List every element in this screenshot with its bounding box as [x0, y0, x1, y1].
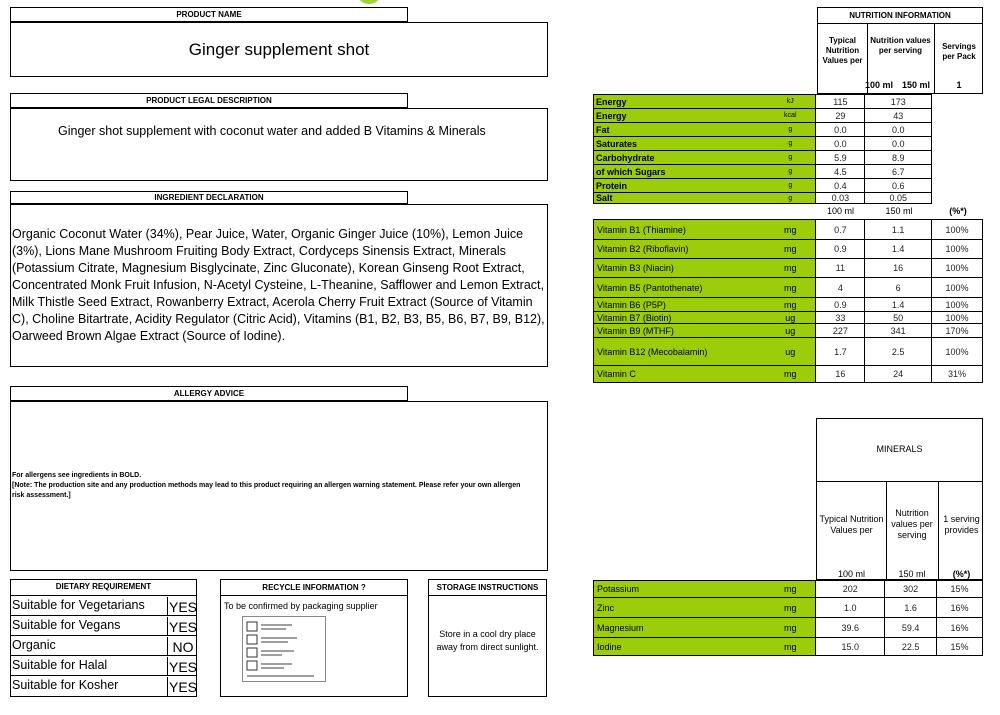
nutrition-row-unit: kJ — [765, 95, 816, 109]
nutrition-row-unit: g — [765, 193, 816, 204]
vitamin-row-name: Vitamin B6 (P5P) — [594, 298, 766, 312]
dietary-row-label: Suitable for Kosher — [12, 678, 119, 692]
nutrition-row — [594, 165, 983, 179]
mineral-row-unit: mg — [765, 581, 816, 598]
storage-header: STORAGE INSTRUCTIONS — [429, 580, 546, 596]
allergy-line-2: [Note: The production site and any production methods may lead to this product requiring an allergen warning statement. Please refer your own allergen risk assessment.] — [12, 482, 521, 499]
nutrition-row-unit: g — [765, 123, 816, 137]
vitamin-h2: 150 ml — [885, 206, 913, 216]
vitamin-row-unit: mg — [765, 240, 816, 259]
nutrition-row — [594, 109, 983, 123]
nutrition-title: NUTRITION INFORMATION — [818, 8, 982, 24]
vitamin-row-name: Vitamin B1 (Thiamine) — [594, 220, 766, 240]
nutrition-col3: Servings per Pack — [942, 42, 976, 61]
nutrition-row-v1: 0.4 — [816, 179, 865, 193]
nutrition-row-name: of which Sugars — [594, 165, 766, 179]
allergy-header: ALLERGY ADVICE — [10, 386, 408, 401]
vitamin-row — [594, 278, 983, 298]
vitamin-row-v3: 100% — [932, 220, 983, 240]
nutrition-row — [594, 179, 983, 193]
nutrition-row-v2: 0.05 — [865, 193, 932, 204]
dietary-row-label: Suitable for Vegans — [12, 618, 121, 632]
nutrition-row — [594, 151, 983, 165]
nutrition-row-unit: g — [765, 179, 816, 193]
recycle-header: RECYCLE INFORMATION ? — [221, 580, 407, 596]
dietary-row-value: YES — [168, 679, 197, 695]
vitamin-row-v2: 1.4 — [865, 298, 932, 312]
vitamin-row-name: Vitamin C — [594, 366, 766, 383]
vitamin-row — [594, 366, 983, 383]
vitamin-table — [593, 219, 983, 383]
dietary-row-value: YES — [168, 599, 197, 615]
allergy-line-1: For allergens see ingredients in BOLD. — [12, 472, 142, 479]
nutrition-row — [594, 193, 983, 204]
dietary-row — [10, 655, 197, 675]
dietary-row-value: YES — [168, 619, 197, 635]
nutrition-row-v1: 0.0 — [816, 123, 865, 137]
mineral-row-v3: 16% — [937, 618, 983, 638]
mineral-row-v3: 15% — [937, 638, 983, 656]
nutrition-row-unit: g — [765, 137, 816, 151]
dietary-row-label: Suitable for Vegetarians — [12, 598, 145, 612]
vitamin-row-v3: 100% — [932, 278, 983, 298]
storage-text: Store in a cool dry place away from direct sunlight. — [436, 629, 539, 652]
vitamin-row-v1: 227 — [816, 324, 865, 338]
vitamin-row-v3: 100% — [932, 312, 983, 324]
mineral-row-unit: mg — [765, 598, 816, 618]
nutrition-row-name: Carbohydrate — [594, 151, 766, 165]
nutrition-row-name: Energy — [594, 95, 766, 109]
vitamin-row-unit: mg — [765, 278, 816, 298]
mineral-row — [594, 618, 983, 638]
nutrition-row-unit: g — [765, 165, 816, 179]
product-name-box — [10, 22, 548, 77]
minerals-header-box — [816, 418, 983, 580]
nutrition-row-name: Energy — [594, 109, 766, 123]
recycle-text: To be confirmed by packaging supplier — [224, 601, 378, 611]
nutrition-col1: Typical Nutrition Values per — [822, 36, 863, 65]
minerals-sub2: 150 ml — [898, 569, 926, 579]
mineral-row-name: Zinc — [594, 598, 766, 618]
vitamin-row-v3: 100% — [932, 259, 983, 278]
nutrition-row-v2: 173 — [865, 95, 932, 109]
nutrition-row-v2: 0.0 — [865, 123, 932, 137]
dietary-row-value: YES — [168, 659, 197, 675]
vitamin-row-v2: 1.1 — [865, 220, 932, 240]
nutrition-row-v2: 0.6 — [865, 179, 932, 193]
vitamin-row-name: Vitamin B5 (Pantothenate) — [594, 278, 766, 298]
mineral-row — [594, 638, 983, 656]
nutrition-table — [593, 94, 983, 204]
vitamin-row-v3: 100% — [932, 338, 983, 366]
mineral-row-unit: mg — [765, 618, 816, 638]
nutrition-row-unit: kcal — [765, 109, 816, 123]
vitamin-row-unit: mg — [765, 220, 816, 240]
mineral-row — [594, 581, 983, 598]
nutrition-row-name: Fat — [594, 123, 766, 137]
vitamin-row-v2: 50 — [865, 312, 932, 324]
product-name-value: Ginger supplement shot — [188, 40, 370, 59]
mineral-row-v1: 15.0 — [816, 638, 885, 656]
vitamin-row — [594, 220, 983, 240]
nutrition-row-v2: 0.0 — [865, 137, 932, 151]
minerals-col3: 1 serving provides — [943, 514, 980, 535]
vitamin-row-v2: 16 — [865, 259, 932, 278]
nutrition-row-v1: 29 — [816, 109, 865, 123]
vitamin-row-unit: mg — [765, 298, 816, 312]
vitamin-row-v1: 11 — [816, 259, 865, 278]
ingredient-header: INGREDIENT DECLARATION — [10, 191, 408, 204]
vitamin-row-v2: 341 — [865, 324, 932, 338]
vitamin-row-v3: 100% — [932, 240, 983, 259]
recycle-box — [220, 579, 408, 697]
nutrition-sub1: 100 ml — [864, 80, 893, 90]
mineral-row-unit: mg — [765, 638, 816, 656]
vitamin-row-unit: ug — [765, 324, 816, 338]
nutrition-row-v1: 0.0 — [816, 137, 865, 151]
dietary-row — [10, 615, 197, 635]
legal-description-header: PRODUCT LEGAL DESCRIPTION — [10, 93, 408, 108]
dietary-row — [10, 595, 197, 615]
recycle-symbols-icon — [242, 616, 326, 682]
brand-logo-fragment — [358, 0, 380, 4]
vitamin-row — [594, 324, 983, 338]
vitamin-row-unit: ug — [765, 312, 816, 324]
mineral-row-v1: 1.0 — [816, 598, 885, 618]
nutrition-row-v2: 43 — [865, 109, 932, 123]
minerals-title: MINERALS — [817, 419, 982, 482]
mineral-row-v1: 202 — [816, 581, 885, 598]
mineral-row-v3: 16% — [937, 598, 983, 618]
vitamin-row-unit: ug — [765, 338, 816, 366]
nutrition-row-v2: 6.7 — [865, 165, 932, 179]
vitamin-row-v1: 0.9 — [816, 298, 865, 312]
vitamin-row-v1: 4 — [816, 278, 865, 298]
mineral-row-v3: 15% — [937, 581, 983, 598]
mineral-row-name: Potassium — [594, 581, 766, 598]
dietary-row — [10, 635, 197, 655]
nutrition-row-name: Protein — [594, 179, 766, 193]
nutrition-sub2: 150 ml — [901, 80, 931, 90]
vitamin-row — [594, 298, 983, 312]
nutrition-row-v1: 5.9 — [816, 151, 865, 165]
mineral-row-v1: 39.6 — [816, 618, 885, 638]
minerals-col1: Typical Nutrition Values per — [819, 514, 884, 535]
mineral-row — [594, 598, 983, 618]
vitamin-row-unit: mg — [765, 366, 816, 383]
nutrition-row-v2: 8.9 — [865, 151, 932, 165]
storage-box — [428, 579, 547, 697]
vitamin-row-name: Vitamin B7 (Biotin) — [594, 312, 766, 324]
vitamin-row-v1: 0.7 — [816, 220, 865, 240]
dietary-row-label: Organic — [12, 638, 56, 652]
nutrition-header-box — [817, 7, 983, 94]
nutrition-row-v1: 0.03 — [816, 193, 865, 204]
ingredient-text: Organic Coconut Water (34%), Pear Juice, Water, Organic Ginger Juice (10%), Lemon Juice (3%), Lions Mane Mushroom Fruiting Body Extract, Cordyceps Sinensis Extract, Minerals (Potassium Citrate, Magnesium Bisglycinate, Zinc Gluconate), Korean Ginseng Root Extract, Concentrated Monk Fruit Infusion, N-Acetyl Cysteine, L-Theanine, Safflower and Lemon Extract, Milk Thistle Seed Extract, Rowanberry Extract, Acerola Cherry Fruit Extract (Source of Vitamin C), Choline Bitartrate, Acidity Regulator (Citric Acid), Vitamins (B1, B2, B3, B5, B6, B7, B9, B12), Oarweed Brown Algae Extract (Source of Iodine). — [12, 227, 545, 343]
vitamin-row — [594, 338, 983, 366]
vitamin-row-v3: 100% — [932, 298, 983, 312]
vitamin-row — [594, 240, 983, 259]
mineral-row-name: Iodine — [594, 638, 766, 656]
vitamin-row — [594, 259, 983, 278]
vitamin-row-name: Vitamin B2 (Riboflavin) — [594, 240, 766, 259]
mineral-row-v2: 59.4 — [885, 618, 937, 638]
nutrition-row-name: Salt — [594, 193, 766, 204]
ingredient-box — [10, 204, 548, 367]
nutrition-row — [594, 95, 983, 109]
mineral-row-v2: 22.5 — [885, 638, 937, 656]
nutrition-row — [594, 137, 983, 151]
vitamin-row-name: Vitamin B9 (MTHF) — [594, 324, 766, 338]
vitamin-row-v2: 1.4 — [865, 240, 932, 259]
vitamin-row-v1: 16 — [816, 366, 865, 383]
dietary-header: DIETARY REQUIREMENT — [55, 582, 152, 591]
vitamin-row-name: Vitamin B12 (Mecobalamin) — [594, 338, 766, 366]
dietary-row-value: NO — [167, 637, 198, 656]
nutrition-row-name: Saturates — [594, 137, 766, 151]
vitamin-row-v3: 170% — [932, 324, 983, 338]
minerals-sub3: (%*) — [952, 569, 971, 579]
vitamin-h1: 100 ml — [826, 206, 854, 216]
vitamin-row-v1: 1.7 — [816, 338, 865, 366]
vitamin-row-v3: 31% — [932, 366, 983, 383]
nutrition-row-v1: 4.5 — [816, 165, 865, 179]
legal-description-box — [10, 108, 548, 181]
vitamin-row-unit: mg — [765, 259, 816, 278]
vitamin-row — [594, 312, 983, 324]
nutrition-row-v1: 115 — [816, 95, 865, 109]
legal-description-value: Ginger shot supplement with coconut water and added B Vitamins & Minerals — [58, 124, 486, 138]
product-name-header: PRODUCT NAME — [10, 7, 408, 22]
mineral-row-v2: 1.6 — [885, 598, 937, 618]
minerals-col2: Nutrition values per serving — [891, 508, 933, 540]
vitamin-row-name: Vitamin B3 (Niacin) — [594, 259, 766, 278]
vitamin-row-v2: 2.5 — [865, 338, 932, 366]
minerals-table — [593, 580, 983, 656]
nutrition-sub3: 1 — [956, 80, 962, 90]
minerals-sub1: 100 ml — [837, 569, 865, 579]
vitamin-row-v1: 33 — [816, 312, 865, 324]
nutrition-row-unit: g — [765, 151, 816, 165]
vitamin-row-v1: 0.9 — [816, 240, 865, 259]
dietary-row-label: Suitable for Halal — [12, 658, 108, 672]
vitamin-row-v2: 24 — [865, 366, 932, 383]
vitamin-row-v2: 6 — [865, 278, 932, 298]
mineral-row-v2: 302 — [885, 581, 937, 598]
vitamin-h3: (%*) — [949, 206, 967, 216]
nutrition-col2: Nutrition values per serving — [870, 36, 931, 55]
mineral-row-name: Magnesium — [594, 618, 766, 638]
nutrition-row — [594, 123, 983, 137]
dietary-row — [10, 675, 197, 695]
allergy-box — [10, 401, 548, 571]
